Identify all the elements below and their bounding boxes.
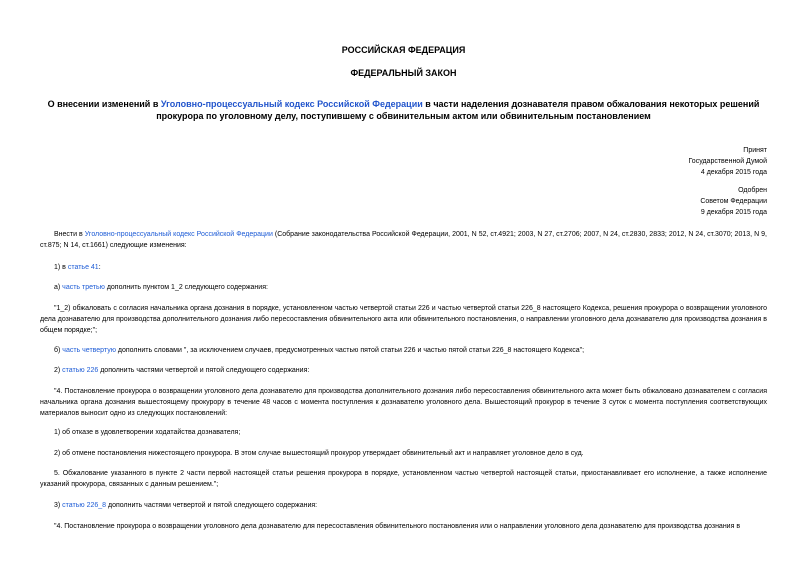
item-a-suffix: дополнить пунктом 1_2 следующего содержания: (104, 284, 268, 291)
item-b-prefix: б) (54, 347, 63, 354)
item-1 (40, 262, 767, 273)
part-three-link[interactable]: часть третью (62, 284, 105, 291)
item-3-suffix: дополнить частями четвертой и пятой следующего содержания: (106, 502, 318, 509)
item-a (40, 282, 767, 293)
article-41-link[interactable]: статье 41 (67, 264, 99, 271)
item-1-suffix: : (98, 264, 101, 271)
intro-suffix: (Собрание законодательства Российской Федерации, 2001, N 52, ст.4921; 2003, N 27, ст.2706; 2007, N 24, ст.2830, 2833; 2012, N 24, ст.3070; 2013, N 9, ст.875; N 14, ст.1661) следующие изменения: (40, 231, 767, 249)
paragraph-5: 5. Обжалование указанного в пункте 2 части первой настоящей статьи решения прокурора в порядке, установленном частью четвертой настоящей статьи, приостанавливает его исполнение, а также исполнение указаний прокурора, связанных с данным решением."; (40, 470, 767, 488)
law-title (40, 98, 767, 122)
item-3-prefix: 3) (54, 502, 63, 509)
item-2-prefix: 2) (54, 367, 63, 374)
intro-code-link[interactable]: Уголовно-процессуальный кодекс Российской Федерации (84, 231, 273, 238)
adopted-date: 4 декабря 2015 года (700, 169, 767, 176)
article-226-link[interactable]: статью 226 (62, 367, 99, 374)
law-type-heading: ФЕДЕРАЛЬНЫЙ ЗАКОН (350, 68, 457, 78)
item-2 (40, 365, 767, 376)
adopted-block (688, 145, 767, 178)
subitem-2: 2) об отмене постановления нижестоящего прокурора. В этом случае вышестоящий прокурор утверждает обвинительный акт и направляет уголовное дело в суд. (54, 450, 584, 457)
country-heading: РОССИЙСКАЯ ФЕДЕРАЦИЯ (341, 45, 466, 55)
approved-line: Одобрен (738, 187, 767, 194)
subitem-1: 1) об отказе в удовлетворении ходатайства дознавателя; (54, 429, 241, 436)
title-code-link[interactable]: Уголовно-процессуальный кодекс Российской Федерации (160, 99, 423, 109)
adopted-line: Государственной Думой (688, 158, 767, 165)
item-b-suffix: дополнить словами ", за исключением случаев, предусмотренных частью пятой статьи 226 и частью пятой статьи 226_8 настоящего Кодекса"; (115, 347, 585, 354)
item-3 (40, 500, 767, 511)
article-226-8-link[interactable]: статью 226_8 (62, 502, 107, 509)
adopted-line: Принят (743, 147, 767, 154)
intro-prefix: Внести в (54, 231, 85, 238)
item-1-prefix: 1) в (54, 264, 68, 271)
title-prefix: О внесении изменений в (47, 99, 161, 109)
item-b (40, 345, 767, 356)
part-four-link[interactable]: часть четвертую (62, 347, 116, 354)
approved-block (700, 185, 767, 218)
quote-2: "4. Постановление прокурора о возвращении уголовного дела дознавателю для производства дополнительного дознания либо пересоставления обвинительного акта может быть обжаловано дознавателем с согласия начальника органа дознания вышестоящему прокурору в течение 48 часов с момента поступления к дознавателю уголовного дела. Вышестоящий прокурор в течение 3 суток с момента поступления соответствующих материалов выносит одно из следующих постановлений: (40, 388, 767, 417)
item-2-suffix: дополнить частями четвертой и пятой следующего содержания: (98, 367, 310, 374)
approved-line: Советом Федерации (700, 198, 767, 205)
quote-1: "1_2) обжаловать с согласия начальника органа дознания в порядке, установленном частью четвертой статьи 226 и частью четвертой статьи 226_8 настоящего Кодекса, решения прокурора о возвращении уголовного дела дознавателю для производства дополнительного дознания либо пересоставления обвинительного акта или обвинительного постановления, о направлении уголовного дела дознавателю для производства дознания в общем порядке;"; (40, 305, 767, 334)
intro-paragraph (40, 229, 767, 251)
item-a-prefix: а) (54, 284, 63, 291)
title-suffix: в части наделения дознавателя правом обжалования некоторых решений прокурора по уголовному делу, поступившему с обвинительным актом или обвинительным постановлением (156, 99, 760, 121)
quote-3: "4. Постановление прокурора о возвращении уголовного дела дознавателю для пересоставления обвинительного постановления или о направлении уголовного дела дознавателю для производства дознания в (54, 523, 741, 530)
approved-date: 9 декабря 2015 года (700, 209, 767, 216)
